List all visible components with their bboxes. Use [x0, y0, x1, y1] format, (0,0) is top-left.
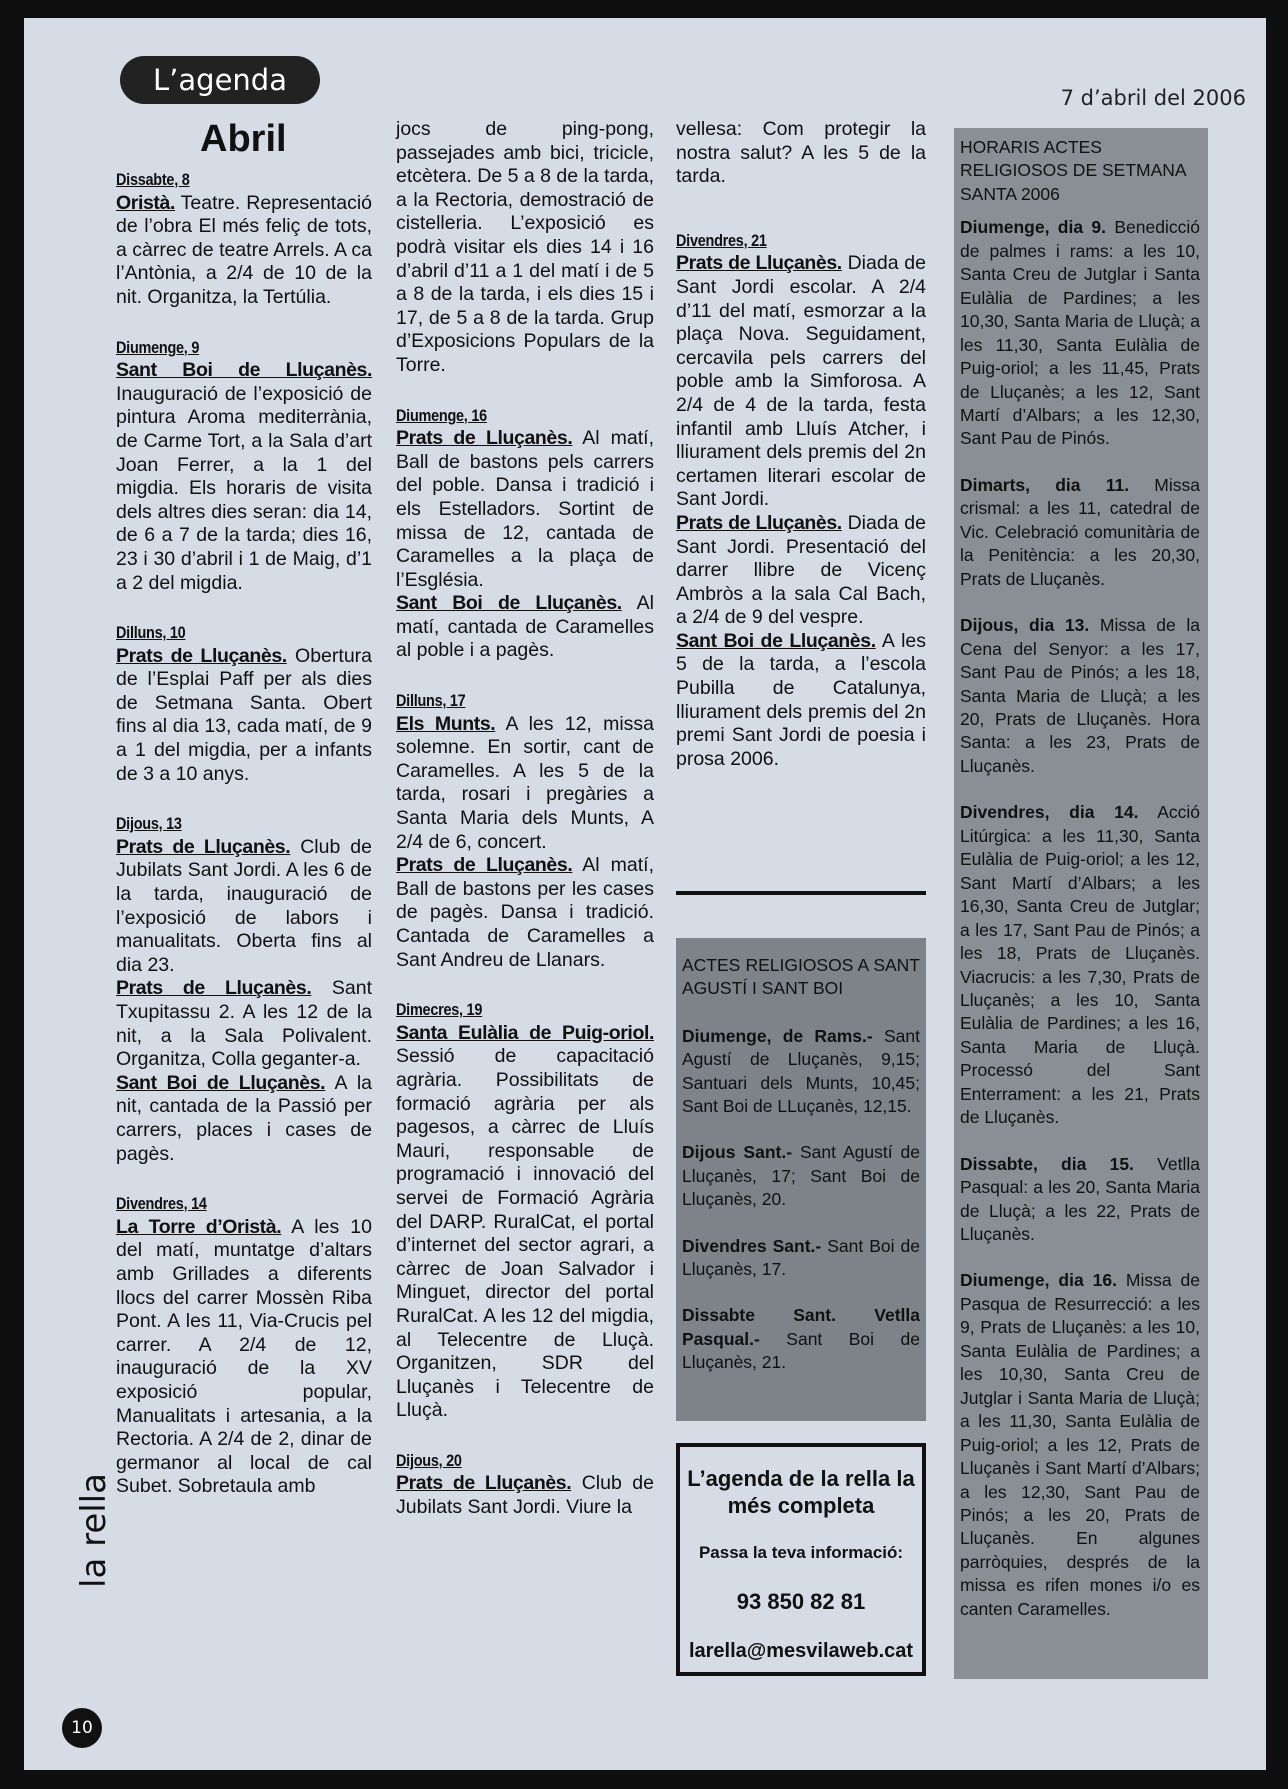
agenda-column-3 [676, 118, 926, 771]
event-place: Santa Eulàlia de Puig-oriol. [396, 1021, 654, 1044]
entry-heading: Diumenge, de Rams.- [682, 1025, 873, 1046]
event-text: Sant Txupitassu 2. A les 12 de la nit, a la Sala Polivalent. Organitza, Colla geganter-a. [116, 977, 372, 1071]
section-divider [676, 891, 926, 895]
event-place: La Torre d’Oristà. [116, 1215, 282, 1238]
event-entry [396, 1022, 654, 1423]
entry-text: Sant Boi de Lluçanès, 21. [682, 1328, 920, 1373]
event-entry [116, 359, 372, 595]
month-heading: Abril [200, 118, 287, 160]
entry-heading: Diumenge, dia 16. [960, 1270, 1117, 1291]
event-place: Oristà. [116, 191, 175, 214]
entry-heading: Dimarts, dia 11. [960, 474, 1130, 495]
day-heading: Diumenge, 16 [396, 405, 487, 425]
holy-week-text [960, 136, 1200, 1644]
box-entry [682, 1025, 920, 1119]
day-heading: Dijous, 20 [396, 1450, 462, 1470]
event-text: A les 12, missa solemne. En sortir, cant de Caramelles. A les 5 de la tarda, rosari i pregàries a Santa Maria dels Munts, A 2/4 de 6, concert. [396, 712, 654, 853]
holy-week-schedule-box [954, 128, 1208, 1679]
day-heading: Divendres, 14 [116, 1194, 207, 1214]
religious-acts-box [676, 938, 926, 1421]
event-place: Prats de Lluçanès. [396, 1472, 572, 1495]
event-continuation: jocs de ping-pong, passejades amb bici, tricicle, etcètera. De 5 a 8 de la tarda, a la Rectoria, demostració de cistelleria. L’exposició es podrà visitar els dies 14 i 16 d’abril d’11 a 1 del matí i de 5 a 8 de la tarda, i els dies 15 i 17, de 5 a 8 de la tarda. Grup d’Exposicions Populars de la Torre. [396, 118, 654, 376]
day-heading: Dimecres, 19 [396, 1000, 483, 1020]
entry-text: Vetlla Pasqual: a les 20, Santa Maria de Lluçà; a les 22, Prats de Lluçanès. [960, 1153, 1200, 1245]
event-place: Sant Boi de Lluçanès. [116, 1071, 326, 1094]
entry-text: Sant Agustí de Lluçanès, 9,15; Santuari dels Munts, 10,45; Sant Boi de LLuçanès, 12,15. [682, 1025, 920, 1117]
issue-date: 7 d’abril del 2006 [1060, 86, 1246, 110]
box-entry [960, 1269, 1200, 1621]
box-entry [960, 474, 1200, 591]
day-heading: Dissabte, 8 [116, 170, 190, 189]
contact-promo-box [676, 1443, 926, 1676]
entry-heading: Dissabte Sant. Vetlla Pasqual.- [682, 1305, 920, 1349]
promo-email: larella@mesvilaweb.cat [688, 1640, 914, 1662]
entry-text: Sant Agustí de Lluçanès, 17; Sant Boi de Lluçanès, 20. [682, 1142, 921, 1210]
day-heading: Dijous, 13 [116, 814, 182, 834]
event-entry [396, 592, 654, 663]
entry-text: Missa de Pasqua de Resurrecció: a les 9, Prats de Lluçanès: a les 10, Santa Eulàlia de Pardines; a les 10,30, Santa Creu de Jutglar i Santa Maria de Lluçà; a les 11,30, Santa Eulàlia de Puig-oriol; a les 12, Prats de Lluçanès i Sant Martí d’Albars; a les 12,30, Sant Pau de Pinós; a les 20, Prats de Lluçanès. En algunes parròquies, després de la missa es rifen mones i/o es canten Caramelles. [960, 1270, 1200, 1619]
agenda-column-1 [116, 168, 372, 1499]
event-text: Teatre. Representació de l’obra El més feliç de tots, a càrrec de teatre Arrels. A ca l’Antònia, a 2/4 de 10 de la nit. Organitza, la Tertúlia. [116, 191, 372, 308]
event-place: Sant Boi de Lluçanès. [676, 629, 876, 652]
page-number: 10 [62, 1708, 102, 1748]
entry-text: Missa de la Cena del Senyor: a les 17, Sant Pau de Pinós; a les 18, Santa Maria de Lluçà; a les 20, Prats de Lluçanès. Hora Santa: a les 23, Prats de Lluçanès. [960, 615, 1200, 776]
event-entry [116, 977, 372, 1071]
event-text: A les 5 de la tarda, a l’escola Pubilla de Catalunya, lliurament dels premis del 2n premi Sant Jordi de poesia i prosa 2006. [676, 629, 926, 770]
event-entry [116, 192, 372, 310]
box-entry [682, 1235, 920, 1282]
promo-phone: 93 850 82 81 [736, 1589, 866, 1614]
event-place: Prats de Lluçanès. [396, 427, 573, 450]
event-entry [396, 1472, 654, 1519]
event-text: Obertura de l’Esplai Paff per als dies de Setmana Santa. Obert fins al dia 13, cada matí, de 9 a 1 del migdia, per a infants de 3 a 10 anys. [116, 644, 373, 785]
newspaper-page [24, 18, 1266, 1770]
event-entry [116, 836, 372, 978]
entry-text: Sant Boi de Lluçanès, 17. [682, 1235, 920, 1280]
event-text: Al matí, Ball de bastons pels carrers del poble. Dansa i tradició i els Estelladors. Sortint de missa de 12, cantada de Caramelles a la plaça de l’Església. [396, 427, 654, 591]
promo-subtitle: Passa la teva informació: [698, 1543, 904, 1562]
event-place: Prats de Lluçanès. [116, 835, 291, 858]
event-text: A les 10 del matí, muntatge d’altars amb Grillades a diferents llocs del carrer Mossèn Riba Pont. A les 11, Via-Crucis pel carrer. A 2/4 de 12, inauguració de la XV exposició popular, Manualitats i artesania, a la Rectoria. A 2/4 de 2, dinar de germanor al local de cal Subet. Sobretaula amb [116, 1215, 372, 1498]
event-place: Prats de Lluçanès. [676, 252, 842, 275]
event-text: Club de Jubilats Sant Jordi. A les 6 de la tarda, inauguració de l’exposició de labors i manualitats. Oberta fins al dia 23. [116, 835, 372, 976]
event-place: Sant Boi de Lluçanès. [116, 359, 372, 382]
event-entry [116, 645, 372, 787]
event-place: Sant Boi de Lluçanès. [396, 592, 622, 615]
event-text: Al matí, cantada de Caramelles al poble i a pagès. [396, 592, 654, 662]
entry-text: Acció Litúrgica: a les 11,30, Santa Eulàlia de Puig-oriol; a les 12, Sant Martí d’Albars; a les 16,30, Santa Creu de Jutglar; a les 17, Sant Pau de Pinós; a les 18, Prats de Lluçanès. Viacrucis: a les 7,30, Prats de Lluçanès; a les 10, Santa Eulàlia de Pardines; a les 16, Santa Maria de Lluçà. Processó del Sant Enterrament: a les 21, Prats de Lluçanès. [960, 802, 1200, 1128]
box-entry [960, 801, 1200, 1129]
event-place: Prats de Lluçanès. [116, 977, 312, 1000]
event-entry [116, 1216, 372, 1499]
event-entry [396, 854, 654, 972]
box-entry [960, 1153, 1200, 1247]
event-entry [676, 630, 926, 772]
event-text: Diada de Sant Jordi. Presentació del darrer llibre de Vicenç Ambròs a la sala Cal Bach, a 2/4 de 9 del vespre. [676, 511, 926, 629]
box-entry [682, 1304, 920, 1374]
event-entry [676, 512, 926, 630]
agenda-column-2 [396, 118, 654, 1520]
day-heading: Diumenge, 9 [116, 337, 200, 357]
day-heading: Dilluns, 10 [116, 623, 186, 643]
event-entry [396, 713, 654, 855]
promo-title: L’agenda de la rella la més completa [687, 1466, 915, 1518]
entry-text: Missa crismal: a les 11, catedral de Vic. Celebració comunitària de la Penitència: a les 20,30, Prats de Lluçanès. [960, 474, 1200, 589]
event-text: Al matí, Ball de bastons per les cases de pagès. Dansa i tradició. Cantada de Caramelles a Sant Andreu de Llanars. [396, 854, 654, 971]
event-place: Prats de Lluçanès. [116, 644, 287, 667]
event-text: Diada de Sant Jordi escolar. A 2/4 d’11 del matí, esmorzar a la plaça Nova. Seguidament, cercavila pels carrers del poble amb la Simforosa. A 2/4 de 4 de la tarda, festa infantil amb Lluís Atcher, i lliurament dels premis del 2n certamen literari escolar de Sant Jordi. [676, 252, 926, 511]
section-tag: L’agenda [120, 56, 320, 104]
entry-heading: Diumenge, dia 9. [960, 217, 1107, 238]
box-entry [960, 216, 1200, 451]
publication-name: la rella [74, 1473, 114, 1588]
day-heading: Dilluns, 17 [396, 691, 466, 711]
event-continuation: vellesa: Com protegir la nostra salut? A les 5 de la tarda. [676, 118, 926, 188]
event-entry [396, 427, 654, 592]
entry-heading: Dijous, dia 13. [960, 615, 1090, 636]
box-entry [960, 614, 1200, 778]
entry-heading: Divendres Sant.- [682, 1235, 822, 1256]
entry-heading: Dissabte, dia 15. [960, 1153, 1134, 1174]
event-place: Prats de Lluçanès. [396, 854, 573, 877]
event-place: Prats de Lluçanès. [676, 511, 842, 534]
box-title: ACTES RELIGIOSOS A SANT AGUSTÍ I SANT BOI [682, 955, 920, 999]
entry-heading: Dijous Sant.- [682, 1142, 793, 1163]
box-entry [682, 1141, 920, 1211]
entry-text: Benedicció de palmes i rams: a les 10, Santa Creu de Jutglar i Santa Eulàlia de Pardines; a les 10,30, Santa Maria de Lluçà; a les 11,30, Santa Eulàlia de Puig-oriol; a les 11,45, Prats de Lluçanès; a les 12, Sant Martí d’Albars; a les 12,30, Sant Pau de Pinós. [960, 217, 1200, 449]
event-text: Club de Jubilats Sant Jordi. Viure la [396, 1472, 654, 1519]
entry-heading: Divendres, dia 14. [960, 802, 1139, 823]
event-entry [676, 252, 926, 512]
event-entry [116, 1072, 372, 1166]
religious-acts-text [682, 954, 920, 1398]
day-heading: Divendres, 21 [676, 230, 767, 250]
event-text: Inauguració de l’exposició de pintura Aroma mediterrània, de Carme Tort, a la Sala d’art Joan Ferrer, a la 1 del migdia. Els horaris de visita dels altres dies seran: dia 14, de 6 a 7 de la tarda; dies 16, 23 i 30 d’abril i 1 de Maig, d’1 a 2 del migdia. [116, 382, 372, 594]
event-place: Els Munts. [396, 712, 496, 735]
event-text: Sessió de capacitació agrària. Possibilitats de formació agrària per als pagesos, a càrrec de Lluís Mauri, responsable de programació i innovació del servei de Formació Agrària del DARP. RuralCat, el portal d’internet del sector agrari, a càrrec de Joan Salvador i Minguet, director del portal RuralCat. A les 12 del migdia, al Telecentre de Lluçà. Organitzen, SDR del Lluçanès i Telecentre de Lluçà. [396, 1045, 654, 1422]
event-text: A la nit, cantada de la Passió per carrers, places i cases de pagès. [116, 1071, 372, 1165]
box-title: HORARIS ACTES RELIGIOSOS DE SETMANA SANTA 2006 [960, 137, 1186, 204]
